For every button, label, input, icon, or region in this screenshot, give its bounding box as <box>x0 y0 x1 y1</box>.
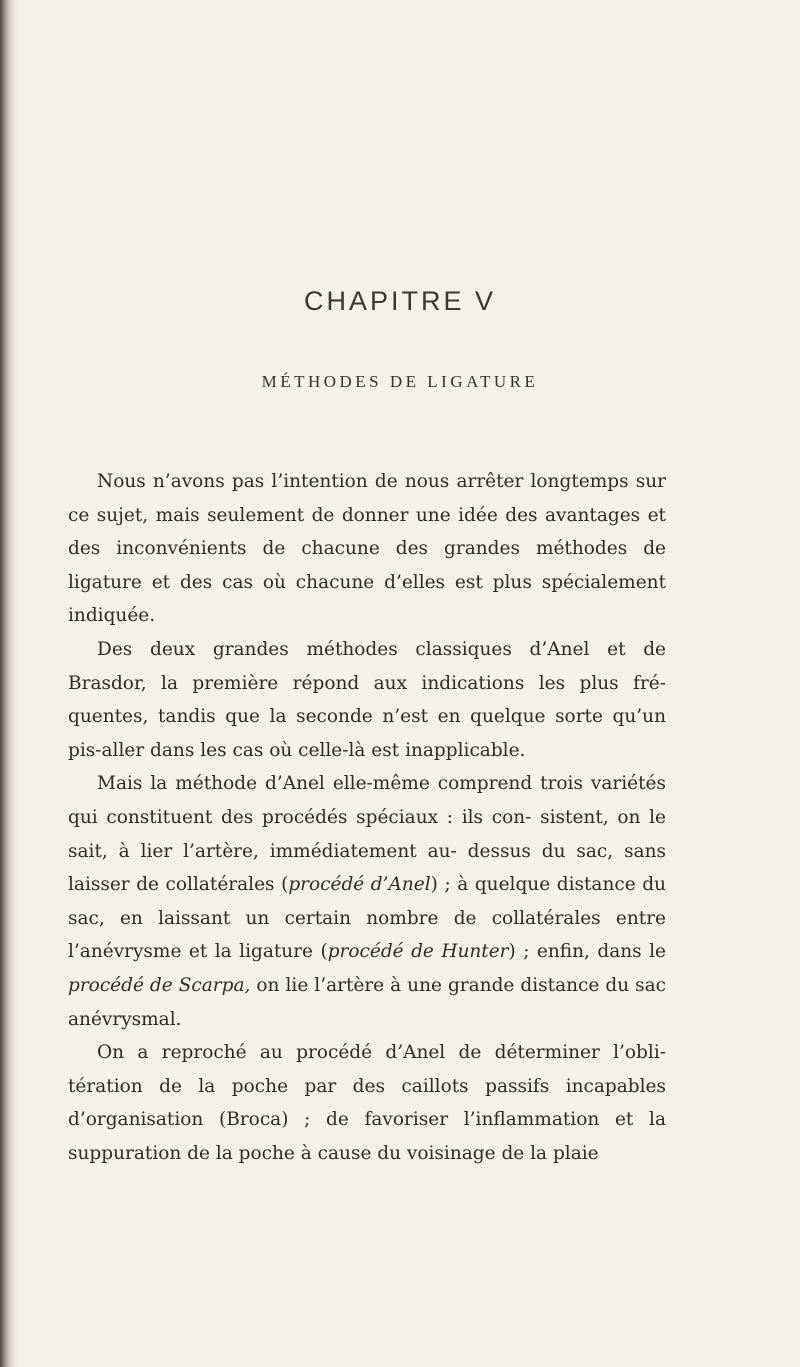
procede-scarpa-term: procédé de Scarpa, <box>68 974 251 996</box>
paragraph-3-text-d: on lie l’artère à une grande distance du sac anévrysmal. <box>68 974 666 1030</box>
body-text <box>68 465 666 1170</box>
paragraph-3-text-a: Mais la méthode d’Anel elle-même comprend trois variétés qui constituent des procédés spéciaux : ils con- sistent, on le sait, à lier l’artère, immédiatement au- dessus du sac, sans laisser de collatérales ( <box>68 773 666 896</box>
paragraph-1: Nous n’avons pas l’intention de nous arrêter longtemps sur ce sujet, mais seulement de donner une idée des avantages et des inconvénients de chacune des grandes méthodes de ligature et des cas où chacune d’elles est plus spécialement indiquée. <box>68 471 666 627</box>
page-binding-shadow <box>0 0 18 1367</box>
paragraph-3 <box>68 767 666 1036</box>
paragraph-2: Des deux grandes méthodes classiques d’Anel et de Brasdor, la première répond aux indications les plus fré- quentes, tandis que la seconde n’est en quelque sorte qu’un pis-aller dans les cas où celle-là est inapplicable. <box>68 638 666 761</box>
paragraph-3-text-c: ) ; enfin, dans le <box>508 941 666 963</box>
chapter-title: CHAPITRE V <box>303 286 497 316</box>
procede-hunter-term: procédé de Hunter <box>327 941 509 963</box>
paragraph-4: On a reproché au procédé d’Anel de déterminer l’obli- tération de la poche par des caillots passifs incapables d’organisation (Broca) ; de favoriser l’inflammation et la suppuration de la poche à cause du voisinage de la plaie <box>68 1042 666 1164</box>
paragraph-3-text-b: ) ; à quelque distance du sac, en laissant un certain nombre de collatérales entre l’anévrysme et la ligature ( <box>68 874 666 963</box>
procede-anel-term: procédé d’Anel <box>288 874 431 896</box>
book-page <box>68 0 732 1367</box>
section-title: MÉTHODES DE LIGATURE <box>261 372 539 391</box>
